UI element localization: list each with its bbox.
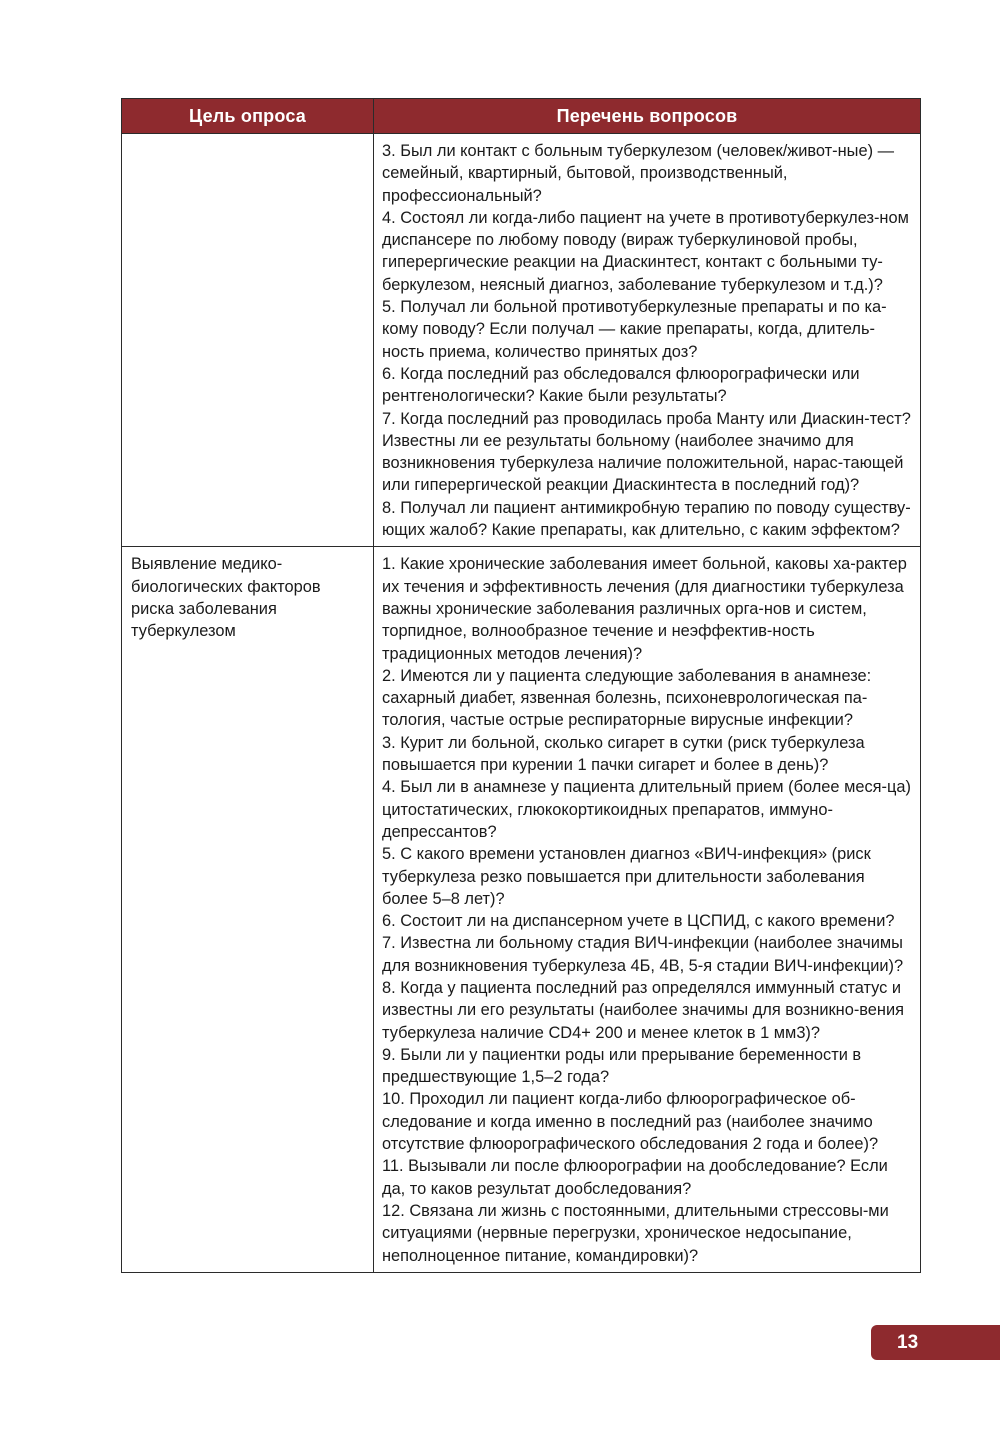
table-row bbox=[122, 547, 921, 1273]
table-row bbox=[122, 134, 921, 547]
question-item: 4. Состоял ли когда-либо пациент на учете в противотуберкулез-ном диспансере по любому поводу (вираж туберкулиновой пробы, гиперергические реакции на Диаскинтест, контакт с больными ту-беркулезом, неясный диагноз, заболевание туберкулезом и т.д.)? bbox=[382, 208, 909, 294]
question-item: 8. Получал ли пациент антимикробную терапию по поводу существу-ющих жалоб? Какие препараты, как длительно, с каким эффектом? bbox=[382, 498, 911, 540]
question-item: 10. Проходил ли пациент когда-либо флюорографическое об-следование и когда именно в последний раз (наиболее значимо отсутствие флюорографического обследования 2 года и более)? bbox=[382, 1090, 879, 1154]
question-item: 9. Были ли у пациентки роды или прерывание беременности в предшествующие 1,5–2 года? bbox=[382, 1045, 862, 1087]
question-item: 12. Связана ли жизнь с постоянными, длительными стрессовы-ми ситуациями (нервные перегрузки, хроническое недосыпание, неполноценное питание, командировки)? bbox=[382, 1201, 889, 1265]
question-item: 4. Был ли в анамнезе у пациента длительный прием (более меся-ца) цитостатических, глюкокортикоидных препаратов, иммуно-депрессантов? bbox=[382, 778, 911, 841]
question-item: 11. Вызывали ли после флюорографии на дообследование? Если да, то каков результат дообследования? bbox=[382, 1157, 888, 1198]
questions-cell bbox=[374, 134, 921, 547]
header-goal: Цель опроса bbox=[122, 99, 374, 134]
question-item: 1. Какие хронические заболевания имеет больной, каковы ха-рактер их течения и эффективность лечения (для диагностики туберкулеза важны хронические заболевания различных орга-нов и систем, торпидное, волнообразное течение и неэффектив-ность традиционных методов лечения)? bbox=[382, 555, 907, 663]
questions-cell bbox=[374, 547, 921, 1273]
question-item: 6. Когда последний раз обследовался флюорографически или рентгенологически? Какие были результаты? bbox=[382, 364, 860, 406]
question-item: 6. Состоит ли на диспансерном учете в ЦСПИД, с какого времени? bbox=[382, 912, 895, 931]
question-item: 3. Курит ли больной, сколько сигарет в сутки (риск туберкулеза повышается при курении 1 пачки сигарет и более в день)? bbox=[382, 733, 865, 775]
questions-table bbox=[121, 98, 921, 1273]
goal-cell bbox=[122, 134, 374, 547]
question-item: 7. Когда последний раз проводилась проба Манту или Диаскин-тест? Известны ли ее результаты больному (наиболее значимо для возникновения туберкулеза наличие положительной, нарас-тающей или гиперергической реакции Диаскинтеста в последний год)? bbox=[382, 409, 911, 495]
goal-cell: Выявление медико-биологических факторов риска заболевания туберкулезом bbox=[122, 547, 374, 1273]
table-header-row bbox=[122, 99, 921, 134]
header-questions: Перечень вопросов bbox=[374, 99, 921, 134]
question-item: 7. Известна ли больному стадия ВИЧ-инфекции (наиболее значимы для возникновения туберкулеза 4Б, 4В, 5-я стадии ВИЧ-инфекции)? bbox=[382, 934, 904, 975]
question-item: 5. Получал ли больной противотуберкулезные препараты и по ка-кому поводу? Если получал — какие препараты, когда, длитель-ность приема, количество принятых доз? bbox=[382, 298, 887, 361]
question-item: 2. Имеются ли у пациента следующие заболевания в анамнезе: сахарный диабет, язвенная болезнь, психоневрологическая па-тология, частые острые респираторные вирусные инфекции? bbox=[382, 666, 872, 730]
question-item: 3. Был ли контакт с больным туберкулезом (человек/живот-ные) — семейный, квартирный, бытовой, производственный, профессиональный? bbox=[382, 142, 894, 205]
question-item: 5. С какого времени установлен диагноз «ВИЧ-инфекция» (риск туберкулеза резко повышается при длительности заболевания более 5–8 лет)? bbox=[382, 845, 871, 908]
page-number: 13 bbox=[871, 1325, 1000, 1360]
question-item: 8. Когда у пациента последний раз определялся иммунный статус и известны ли его результаты (наиболее значимы для возникно-вения туберкулеза наличие CD4+ 200 и менее клеток в 1 мм3)? bbox=[382, 978, 905, 1042]
